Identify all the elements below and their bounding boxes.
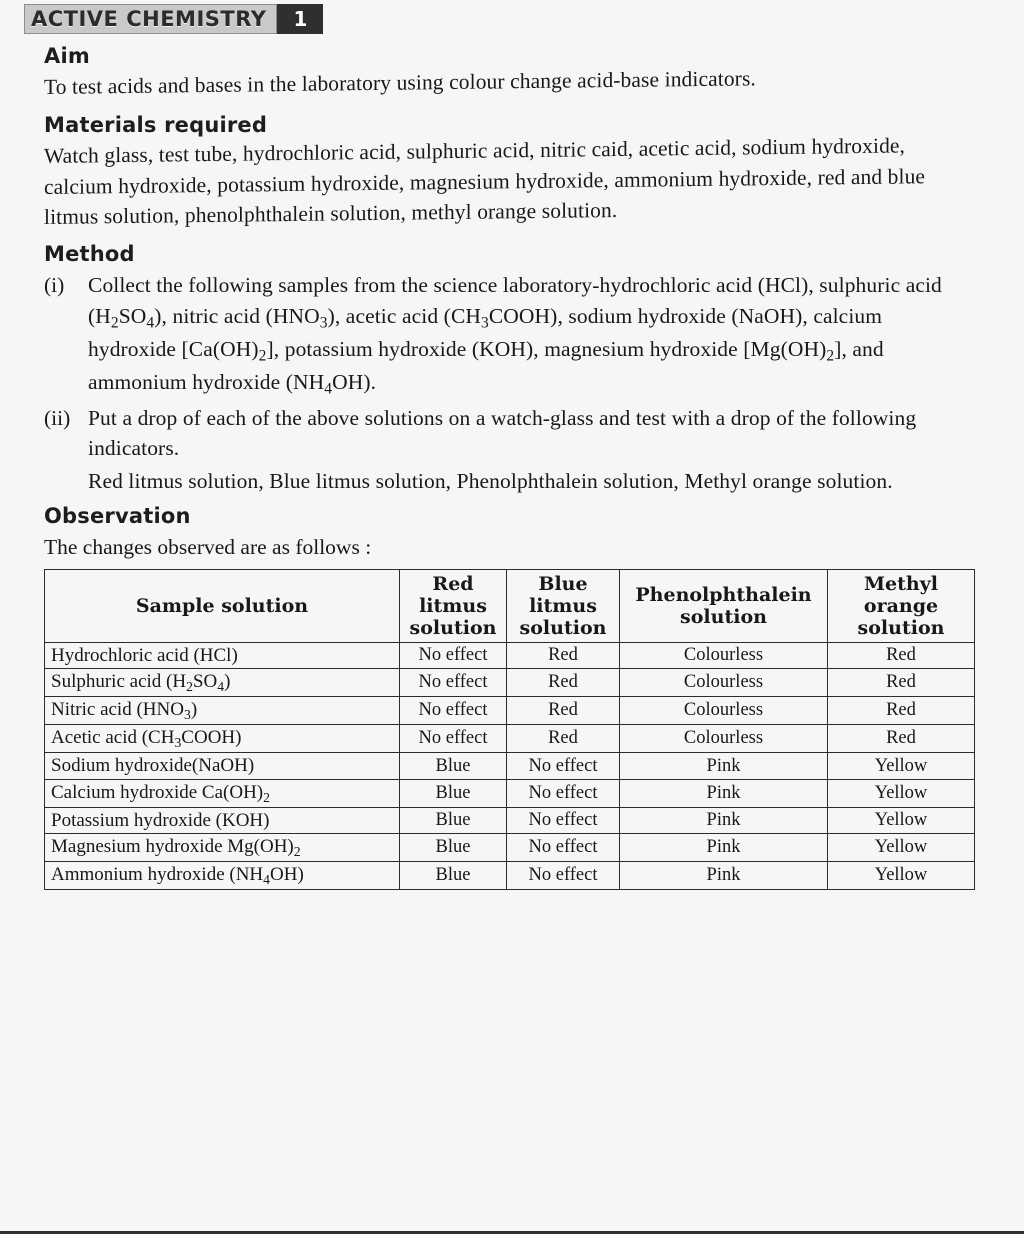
cell-phenolphthalein: Colourless — [620, 725, 828, 753]
cell-blue-litmus: Red — [507, 668, 620, 696]
cell-sample: Magnesium hydroxide $Mg(OH)_2$ — [45, 834, 400, 862]
table-row — [45, 697, 975, 725]
cell-sample: Sulphuric acid $(H_2SO_4)$ — [45, 668, 400, 696]
method-step-marker: (i) — [44, 273, 65, 298]
cell-methyl-orange: Red — [828, 668, 975, 696]
method-step — [44, 403, 968, 464]
cell-red-litmus: No effect — [400, 697, 507, 725]
table-header-row — [45, 569, 975, 642]
method-step-marker: (ii) — [44, 405, 71, 430]
cell-methyl-orange: Yellow — [828, 862, 975, 890]
cell-sample: Potassium hydroxide (KOH) — [45, 807, 400, 833]
cell-red-litmus: Blue — [400, 834, 507, 862]
table-row — [45, 834, 975, 862]
table-row — [45, 725, 975, 753]
cell-blue-litmus: Red — [507, 642, 620, 668]
table-row — [45, 668, 975, 696]
cell-methyl-orange: Yellow — [828, 834, 975, 862]
indicators-list: Red litmus solution, Blue litmus solution, Phenolphthalein solution, Methyl orange solution. — [88, 468, 893, 493]
cell-sample: Ammonium hydroxide $(NH_4OH)$ — [45, 862, 400, 890]
table-header-phenolphthalein: Phenolphthalein solution — [620, 569, 828, 642]
cell-phenolphthalein: Pink — [620, 807, 828, 833]
cell-methyl-orange: Yellow — [828, 807, 975, 833]
cell-red-litmus: No effect — [400, 668, 507, 696]
banner-title: ACTIVE CHEMISTRY — [24, 4, 277, 34]
cell-sample: Calcium hydroxide $Ca(OH)_2$ — [45, 779, 400, 807]
table-row — [45, 862, 975, 890]
materials-heading: Materials required — [44, 112, 268, 137]
cell-sample: Hydrochloric acid (HCl) — [45, 642, 400, 668]
cell-blue-litmus: No effect — [507, 807, 620, 833]
cell-sample: Nitric acid $(HNO_3)$ — [45, 697, 400, 725]
cell-phenolphthalein: Pink — [620, 834, 828, 862]
cell-phenolphthalein: Pink — [620, 779, 828, 807]
cell-sample: Acetic acid $(CH_3COOH)$ — [45, 725, 400, 753]
observation-table — [44, 569, 975, 891]
cell-red-litmus: Blue — [400, 779, 507, 807]
cell-phenolphthalein: Colourless — [620, 642, 828, 668]
cell-red-litmus: No effect — [400, 642, 507, 668]
cell-phenolphthalein: Pink — [620, 753, 828, 779]
cell-red-litmus: Blue — [400, 753, 507, 779]
observation-lead: The changes observed are as follows : — [44, 535, 372, 560]
cell-red-litmus: Blue — [400, 862, 507, 890]
chapter-banner — [24, 4, 962, 34]
table-row — [45, 642, 975, 668]
cell-methyl-orange: Red — [828, 697, 975, 725]
cell-blue-litmus: Red — [507, 697, 620, 725]
table-row — [45, 807, 975, 833]
cell-sample: Sodium hydroxide(NaOH) — [45, 753, 400, 779]
cell-phenolphthalein: Colourless — [620, 697, 828, 725]
table-header-methyl-orange: Methyl orange solution — [828, 569, 975, 642]
table-row — [45, 779, 975, 807]
method-step-text: Collect the following samples from the science laboratory-hydrochloric acid (HCl), sulphuric acid $(H_2SO_4)$, nitric acid $(HNO_3)$, acetic acid $(CH_3COOH)$, sodium hydroxide (NaOH), calcium hydroxide $[Ca(OH)_2]$, potassium hydroxide (KOH), magnesium hydroxide $[Mg(OH)_2]$, and ammonium hydroxide $(NH_4OH)$. — [88, 273, 942, 398]
cell-red-litmus: No effect — [400, 725, 507, 753]
method-heading: Method — [44, 242, 135, 267]
table-header-red-litmus: Red litmus solution — [400, 569, 507, 642]
cell-methyl-orange: Red — [828, 725, 975, 753]
page-bottom-margin — [0, 1234, 1024, 1252]
materials-text: Watch glass, test tube, hydrochloric acid, sulphuric acid, nitric caid, acetic acid, sodium hydroxide, calcium hydroxide, potassium hydroxide, magnesium hydroxide, ammonium hydroxide, red and blue litmus solution, phenolphthalein solution, methyl orange solution. — [44, 132, 926, 229]
observation-heading: Observation — [44, 504, 191, 529]
banner-number: 1 — [277, 4, 323, 34]
cell-methyl-orange: Yellow — [828, 779, 975, 807]
cell-blue-litmus: No effect — [507, 834, 620, 862]
method-step-text: Put a drop of each of the above solutions on a watch-glass and test with a drop of the following indicators. — [88, 405, 917, 461]
cell-red-litmus: Blue — [400, 807, 507, 833]
aim-heading: Aim — [44, 44, 90, 68]
cell-blue-litmus: Red — [507, 725, 620, 753]
cell-methyl-orange: Red — [828, 642, 975, 668]
cell-phenolphthalein: Colourless — [620, 668, 828, 696]
cell-blue-litmus: No effect — [507, 862, 620, 890]
method-step — [44, 270, 968, 400]
table-row — [45, 753, 975, 779]
cell-blue-litmus: No effect — [507, 779, 620, 807]
cell-phenolphthalein: Pink — [620, 862, 828, 890]
cell-methyl-orange: Yellow — [828, 753, 975, 779]
aim-text: To test acids and bases in the laboratory using colour change acid-base indicators. — [44, 66, 756, 99]
table-header-blue-litmus: Blue litmus solution — [507, 569, 620, 642]
cell-blue-litmus: No effect — [507, 753, 620, 779]
table-header-sample: Sample solution — [45, 569, 400, 642]
